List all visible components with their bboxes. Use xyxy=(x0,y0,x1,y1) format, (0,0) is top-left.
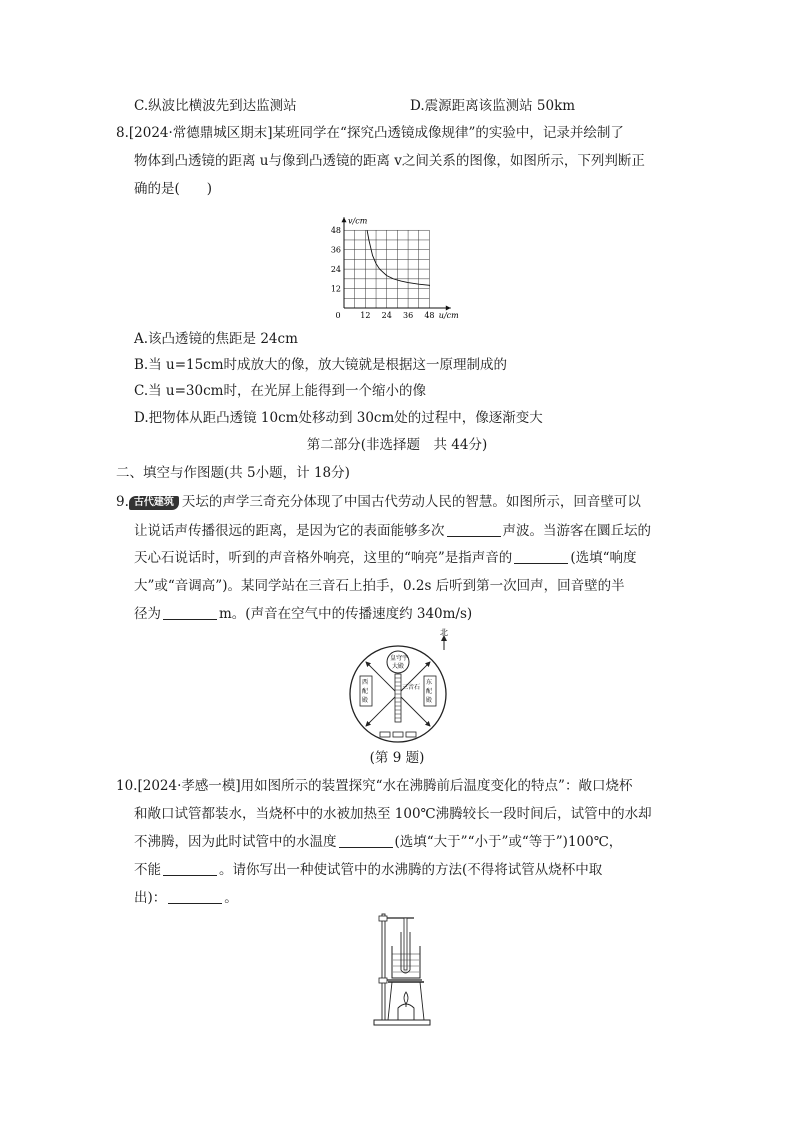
main-hall-label: 皇穹宇 xyxy=(390,655,409,662)
q10-text3b: (选填“大于”“小于”或“等于”)100℃， xyxy=(394,834,623,850)
q8-option-b: B.当 u=15cm时成放大的像，放大镜就是根据这一原理制成的 xyxy=(134,357,508,373)
x-axis-arrow xyxy=(446,306,451,311)
ancient-architecture-tag: 古代建筑 xyxy=(129,496,179,510)
q10-line3 xyxy=(134,833,622,851)
q8-stem-line1: 8.[2024·常德鼎城区期末]某班同学在“探究凸透镜成像规律”的实验中，记录并绘制了 xyxy=(116,125,624,141)
east-hall-label-1: 东 xyxy=(426,679,433,686)
part2-title: 第二部分(非选择题 共 44分) xyxy=(306,437,488,453)
q9-line5 xyxy=(134,605,472,623)
west-hall-label-2: 配 xyxy=(362,688,369,695)
q9-line1 xyxy=(116,493,641,511)
q9-text5b: m。(声音在空气中的传播速度约 340m/s) xyxy=(219,606,473,622)
q7-option-c: C.纵波比横波先到达监测站 xyxy=(134,98,297,114)
q9-caption: (第 9 题) xyxy=(369,750,425,766)
q9-text3a: 天心石说话时，听到的声音格外响亮，这里的“响亮”是指声音的 xyxy=(134,550,513,566)
q10-text4a: 不能 xyxy=(134,862,161,878)
q9-number: 9. xyxy=(116,494,129,510)
q10-line2: 和敞口试管都装水，当烧杯中的水被加热至 100℃沸腾较长一段时间后，试管中的水却 xyxy=(134,806,652,822)
x-tick-label: 36 xyxy=(402,311,414,320)
uv-curve xyxy=(367,230,429,286)
q9-line3 xyxy=(134,549,636,567)
uv-graph-svg xyxy=(320,200,470,322)
q8-stem-line3: 确的是( ) xyxy=(134,181,213,197)
q10-text5a: 出)： xyxy=(134,890,167,906)
y-axis-arrow xyxy=(342,217,347,222)
west-hall-label-1: 西 xyxy=(362,679,369,686)
y-axis-label: v/cm xyxy=(348,216,368,226)
flame-icon xyxy=(404,992,408,1004)
q7-option-d: D.震源距离该监测站 50km xyxy=(410,98,576,114)
boiling-apparatus-figure xyxy=(370,910,436,1032)
x-tick-label: 0 xyxy=(335,311,341,320)
uv-graph xyxy=(320,200,470,326)
x-axis-label: u/cm xyxy=(438,311,459,320)
main-hall-label2: 大殿 xyxy=(392,663,405,670)
x-tick-label: 12 xyxy=(360,311,371,320)
y-tick-label: 36 xyxy=(330,245,341,255)
east-hall-label-2: 配 xyxy=(426,688,433,695)
q10-blank2[interactable] xyxy=(163,861,217,876)
west-hall-label-3: 殿 xyxy=(362,697,369,704)
q10-line1: 10.[2024·孝感一模]用如图所示的装置探究“水在沸腾前后温度变化的特点”：敞口烧杯 xyxy=(116,778,633,794)
east-hall-label-3: 殿 xyxy=(426,697,433,704)
y-tick-label: 12 xyxy=(330,284,341,294)
three-tone-stone-label: 三音石 xyxy=(402,684,421,691)
q9-text3b: (选填“响度 xyxy=(570,550,637,566)
q9-blank2[interactable] xyxy=(514,549,568,564)
q10-blank3[interactable] xyxy=(168,889,222,904)
q8-stem-line2: 物体到凸透镜的距离 u与像到凸透镜的距离 v之间关系的图像，如图所示，下列判断正 xyxy=(134,153,645,169)
y-tick-label: 24 xyxy=(330,265,341,275)
q9-blank1[interactable] xyxy=(447,522,501,537)
q10-text5b: 。 xyxy=(224,890,238,906)
q9-text1: 天坛的声学三奇充分体现了中国古代劳动人民的智慧。如图所示，回音壁可以 xyxy=(181,494,641,510)
y-tick-label: 48 xyxy=(330,226,341,236)
echo-wall-svg xyxy=(340,628,460,748)
north-label: 北 xyxy=(440,628,448,637)
q10-text3a: 不沸腾，因为此时试管中的水温度 xyxy=(134,834,337,850)
q10-line4 xyxy=(134,861,602,879)
section-heading: 二、填空与作图题(共 5小题，计 18分) xyxy=(116,465,350,481)
q9-text2a: 让说话声传播很远的距离，是因为它的表面能够多次 xyxy=(134,523,445,539)
q10-text4b: 。请你写出一种使试管中的水沸腾的方法(不得将试管从烧杯中取 xyxy=(219,862,603,878)
q8-option-c: C.当 u=30cm时，在光屏上能得到一个缩小的像 xyxy=(134,383,426,399)
q8-option-a: A.该凸透镜的焦距是 24cm xyxy=(134,331,298,347)
thermometer xyxy=(404,918,407,970)
x-tick-label: 48 xyxy=(424,311,435,320)
q9-line4: 大”或“音调高”)。某同学站在三音石上拍手，0.2s 后听到第一次回声，回音壁的半 xyxy=(134,578,625,594)
q10-line5 xyxy=(134,889,238,907)
q9-text2b: 声波。当游客在圜丘坛的 xyxy=(502,523,651,539)
q9-text5a: 径为 xyxy=(134,606,161,622)
q8-option-d: D.把物体从距凸透镜 10cm处移动到 30cm处的过程中，像逐渐变大 xyxy=(134,410,543,426)
q9-blank3[interactable] xyxy=(163,605,217,620)
x-tick-label: 24 xyxy=(381,311,392,320)
q9-line2 xyxy=(134,522,651,540)
boiling-apparatus-svg xyxy=(370,910,436,1028)
echo-wall-figure xyxy=(340,628,460,752)
q10-blank1[interactable] xyxy=(339,833,393,848)
